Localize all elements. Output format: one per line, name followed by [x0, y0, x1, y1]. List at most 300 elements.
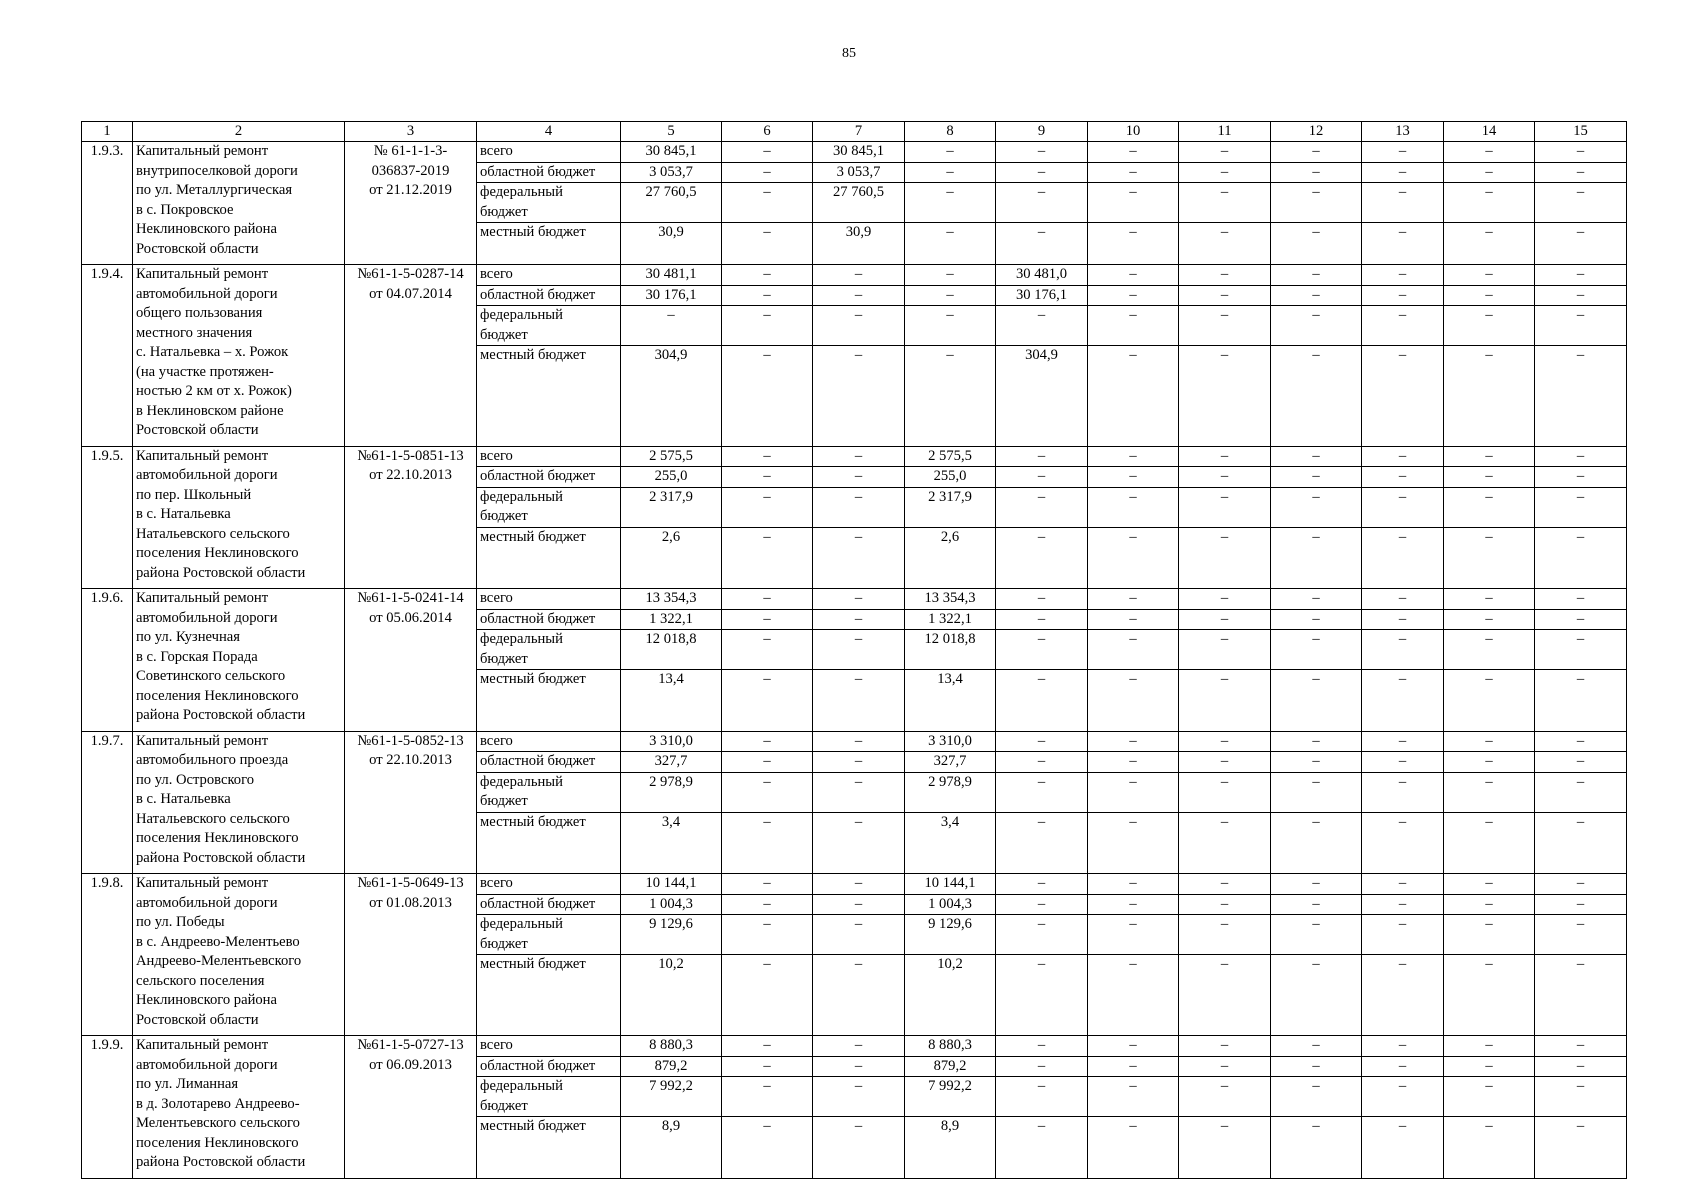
column-number: 8: [905, 122, 996, 142]
text-line: автомобильной дороги: [136, 894, 278, 911]
amount-cell: –: [996, 1056, 1088, 1077]
amount-cell: –: [1271, 609, 1362, 630]
text-line: в Неклиновском районе: [136, 402, 284, 419]
text-line: от 04.07.2014: [369, 285, 452, 302]
funding-source: [477, 589, 621, 610]
amount-cell: –: [1179, 285, 1271, 306]
amount-cell: –: [1535, 670, 1627, 732]
text-line: в с. Натальевка: [136, 791, 231, 807]
text-line: бюджет: [480, 793, 528, 809]
amount-cell: –: [1271, 915, 1362, 955]
amount-cell: –: [1271, 527, 1362, 589]
amount-cell: –: [1535, 487, 1627, 527]
text-line: района Ростовской области: [136, 707, 306, 723]
document-reference: [345, 446, 477, 589]
amount-cell: –: [1535, 812, 1627, 874]
text-line: № 61-1-1-3-: [373, 143, 448, 159]
amount-cell: –: [1088, 142, 1179, 163]
amount-cell: –: [1362, 487, 1444, 527]
amount-cell: –: [1088, 812, 1179, 874]
amount-cell: 8,9: [621, 1117, 722, 1179]
amount-cell: –: [722, 142, 813, 163]
amount-cell: –: [1271, 1077, 1362, 1117]
amount-cell: 12 018,8: [905, 630, 996, 670]
text-line: в с. Горская Порада: [136, 648, 258, 665]
funding-source: [477, 874, 621, 895]
amount-cell: 30 176,1: [621, 285, 722, 306]
amount-cell: –: [722, 731, 813, 752]
amount-cell: –: [1271, 731, 1362, 752]
item-number: 1.9.9.: [82, 1036, 133, 1179]
amount-cell: –: [1535, 527, 1627, 589]
amount-cell: 9 129,6: [905, 915, 996, 955]
text-line: №61-1-5-0727-13: [357, 1037, 464, 1053]
amount-cell: –: [996, 1117, 1088, 1179]
amount-cell: –: [1088, 630, 1179, 670]
amount-cell: –: [722, 162, 813, 183]
amount-cell: –: [1362, 223, 1444, 265]
amount-cell: –: [722, 752, 813, 773]
amount-cell: –: [813, 670, 905, 732]
funding-source: [477, 446, 621, 467]
amount-cell: –: [1088, 265, 1179, 286]
text-line: по ул. Лиманная: [136, 1076, 239, 1092]
funding-source: [477, 285, 621, 306]
amount-cell: –: [1444, 812, 1535, 874]
table-row: [82, 265, 1627, 286]
text-line: Неклиновского района: [136, 992, 277, 1008]
amount-cell: –: [1362, 306, 1444, 346]
amount-cell: –: [996, 609, 1088, 630]
amount-cell: 2 575,5: [905, 446, 996, 467]
amount-cell: –: [621, 306, 722, 346]
amount-cell: 30 481,1: [621, 265, 722, 286]
amount-cell: –: [1179, 223, 1271, 265]
item-number: 1.9.7.: [82, 731, 133, 874]
text-line: федеральный: [480, 184, 563, 200]
amount-cell: –: [1535, 306, 1627, 346]
text-line: района Ростовской области: [136, 849, 306, 866]
text-line: Мелентьевского сельского: [136, 1115, 300, 1131]
column-number-row: [82, 122, 1627, 142]
amount-cell: 7 992,2: [905, 1077, 996, 1117]
column-number: 10: [1088, 122, 1179, 142]
text-line: Ростовской области: [136, 422, 259, 438]
text-line: от 06.09.2013: [369, 1056, 452, 1073]
amount-cell: –: [1444, 955, 1535, 1036]
amount-cell: 3,4: [621, 812, 722, 874]
text-line: от 01.08.2013: [369, 894, 452, 911]
amount-cell: 13 354,3: [621, 589, 722, 610]
funding-source: [477, 812, 621, 874]
amount-cell: –: [1535, 589, 1627, 610]
amount-cell: –: [1362, 183, 1444, 223]
amount-cell: –: [722, 1036, 813, 1057]
item-number: 1.9.4.: [82, 265, 133, 447]
funding-source: [477, 670, 621, 732]
amount-cell: –: [996, 670, 1088, 732]
amount-cell: –: [1362, 346, 1444, 447]
amount-cell: –: [1088, 183, 1179, 223]
amount-cell: 8 880,3: [621, 1036, 722, 1057]
amount-cell: –: [1362, 589, 1444, 610]
text-line: Капитальный ремонт: [136, 875, 269, 891]
text-line: областной бюджет: [480, 610, 596, 627]
amount-cell: –: [1088, 467, 1179, 488]
amount-cell: –: [996, 306, 1088, 346]
document-reference: [345, 1036, 477, 1179]
amount-cell: –: [1271, 265, 1362, 286]
amount-cell: –: [1179, 670, 1271, 732]
amount-cell: –: [1088, 162, 1179, 183]
amount-cell: –: [1271, 1117, 1362, 1179]
column-number: 14: [1444, 122, 1535, 142]
amount-cell: –: [1444, 527, 1535, 589]
amount-cell: –: [1179, 1117, 1271, 1179]
amount-cell: –: [1444, 223, 1535, 265]
amount-cell: –: [813, 527, 905, 589]
amount-cell: 30 845,1: [621, 142, 722, 163]
amount-cell: –: [996, 731, 1088, 752]
amount-cell: –: [722, 1056, 813, 1077]
amount-cell: –: [722, 670, 813, 732]
budget-table: [81, 121, 1627, 1179]
text-line: местный бюджет: [480, 224, 586, 240]
text-line: автомобильной дороги: [136, 609, 278, 626]
amount-cell: –: [1179, 915, 1271, 955]
amount-cell: –: [1088, 772, 1179, 812]
text-line: всего: [480, 590, 513, 606]
amount-cell: –: [813, 772, 905, 812]
amount-cell: –: [1271, 446, 1362, 467]
amount-cell: –: [1535, 265, 1627, 286]
amount-cell: –: [1088, 346, 1179, 447]
amount-cell: –: [1362, 812, 1444, 874]
amount-cell: –: [1271, 467, 1362, 488]
amount-cell: –: [1271, 874, 1362, 895]
funding-source: [477, 467, 621, 488]
amount-cell: –: [1179, 183, 1271, 223]
amount-cell: 30,9: [621, 223, 722, 265]
text-line: федеральный: [480, 631, 563, 647]
amount-cell: –: [1179, 306, 1271, 346]
text-line: местный бюджет: [480, 347, 586, 363]
amount-cell: –: [813, 265, 905, 286]
amount-cell: 3 310,0: [905, 731, 996, 752]
text-line: Андреево-Мелентьевского: [136, 953, 302, 969]
amount-cell: 3 310,0: [621, 731, 722, 752]
text-line: бюджет: [480, 508, 528, 524]
amount-cell: –: [1444, 1117, 1535, 1179]
amount-cell: –: [813, 731, 905, 752]
amount-cell: –: [1444, 894, 1535, 915]
text-line: областной бюджет: [480, 468, 596, 484]
amount-cell: –: [1179, 1036, 1271, 1057]
text-line: внутрипоселковой дороги: [136, 162, 298, 179]
amount-cell: 3 053,7: [621, 162, 722, 183]
object-name: [133, 265, 345, 447]
text-line: Капитальный ремонт: [136, 1037, 269, 1053]
amount-cell: –: [813, 1077, 905, 1117]
column-number: 7: [813, 122, 905, 142]
text-line: по ул. Победы: [136, 914, 225, 930]
amount-cell: 1 322,1: [621, 609, 722, 630]
amount-cell: –: [1362, 874, 1444, 895]
text-line: №61-1-5-0851-13: [357, 447, 464, 464]
amount-cell: –: [722, 894, 813, 915]
amount-cell: –: [905, 306, 996, 346]
amount-cell: –: [1088, 670, 1179, 732]
table-row: [82, 1036, 1627, 1057]
text-line: района Ростовской области: [136, 564, 306, 581]
amount-cell: –: [1362, 670, 1444, 732]
amount-cell: –: [996, 467, 1088, 488]
amount-cell: –: [1444, 487, 1535, 527]
text-line: поселения Неклиновского: [136, 687, 299, 704]
document-reference: [345, 265, 477, 447]
amount-cell: 1 004,3: [905, 894, 996, 915]
text-line: (на участке протяжен-: [136, 363, 274, 380]
amount-cell: 327,7: [905, 752, 996, 773]
text-line: автомобильной дороги: [136, 1056, 278, 1073]
amount-cell: –: [1444, 346, 1535, 447]
text-line: поселения Неклиновского: [136, 830, 299, 846]
amount-cell: –: [996, 874, 1088, 895]
item-number: 1.9.8.: [82, 874, 133, 1036]
text-line: от 22.10.2013: [369, 752, 452, 768]
amount-cell: –: [996, 223, 1088, 265]
amount-cell: –: [1535, 183, 1627, 223]
amount-cell: 27 760,5: [621, 183, 722, 223]
amount-cell: –: [1535, 1077, 1627, 1117]
amount-cell: –: [1179, 467, 1271, 488]
amount-cell: –: [1179, 487, 1271, 527]
amount-cell: –: [1271, 183, 1362, 223]
amount-cell: –: [1444, 306, 1535, 346]
text-line: федеральный: [480, 773, 563, 790]
amount-cell: 879,2: [621, 1056, 722, 1077]
amount-cell: –: [1535, 285, 1627, 306]
text-line: по ул. Островского: [136, 771, 255, 788]
amount-cell: –: [1088, 955, 1179, 1036]
amount-cell: –: [1271, 162, 1362, 183]
text-line: общего пользования: [136, 305, 263, 321]
text-line: местный бюджет: [480, 1118, 586, 1134]
text-line: Капитальный ремонт: [136, 143, 269, 159]
amount-cell: –: [722, 183, 813, 223]
text-line: ностью 2 км от х. Рожок): [136, 383, 292, 399]
text-line: местный бюджет: [480, 528, 586, 545]
text-line: по ул. Металлургическая: [136, 182, 293, 198]
item-number: 1.9.6.: [82, 589, 133, 732]
amount-cell: –: [996, 1077, 1088, 1117]
funding-source: [477, 1036, 621, 1057]
text-line: областной бюджет: [480, 163, 596, 180]
amount-cell: 2 978,9: [621, 772, 722, 812]
amount-cell: –: [1535, 223, 1627, 265]
amount-cell: –: [1088, 1117, 1179, 1179]
amount-cell: –: [1362, 1036, 1444, 1057]
amount-cell: –: [905, 346, 996, 447]
text-line: федеральный: [480, 1078, 563, 1094]
amount-cell: –: [1535, 752, 1627, 773]
text-line: от 05.06.2014: [369, 609, 452, 626]
amount-cell: –: [1271, 812, 1362, 874]
amount-cell: 3,4: [905, 812, 996, 874]
text-line: федеральный: [480, 307, 563, 323]
text-line: поселения Неклиновского: [136, 1134, 299, 1151]
funding-source: [477, 752, 621, 773]
column-number: 3: [345, 122, 477, 142]
text-line: областной бюджет: [480, 895, 596, 912]
amount-cell: –: [813, 589, 905, 610]
text-line: от 22.10.2013: [369, 467, 452, 483]
amount-cell: –: [722, 223, 813, 265]
amount-cell: –: [905, 265, 996, 286]
text-line: бюджет: [480, 326, 528, 343]
amount-cell: –: [1088, 915, 1179, 955]
amount-cell: –: [1271, 223, 1362, 265]
amount-cell: –: [722, 915, 813, 955]
funding-source: [477, 731, 621, 752]
amount-cell: –: [1179, 874, 1271, 895]
amount-cell: –: [1088, 306, 1179, 346]
text-line: Натальевского сельского: [136, 525, 290, 542]
amount-cell: –: [813, 609, 905, 630]
amount-cell: –: [722, 955, 813, 1036]
amount-cell: –: [1444, 609, 1535, 630]
text-line: по пер. Школьный: [136, 486, 252, 503]
amount-cell: 30 845,1: [813, 142, 905, 163]
text-line: областной бюджет: [480, 753, 596, 769]
item-number: 1.9.5.: [82, 446, 133, 589]
amount-cell: –: [813, 1117, 905, 1179]
amount-cell: –: [722, 285, 813, 306]
amount-cell: –: [813, 894, 905, 915]
amount-cell: –: [1362, 1117, 1444, 1179]
amount-cell: –: [1444, 752, 1535, 773]
amount-cell: –: [1535, 630, 1627, 670]
amount-cell: –: [1179, 609, 1271, 630]
amount-cell: –: [1535, 915, 1627, 955]
amount-cell: –: [722, 346, 813, 447]
amount-cell: –: [1088, 1056, 1179, 1077]
amount-cell: –: [1271, 306, 1362, 346]
column-number: 9: [996, 122, 1088, 142]
column-number: 12: [1271, 122, 1362, 142]
amount-cell: –: [1535, 955, 1627, 1036]
amount-cell: 8 880,3: [905, 1036, 996, 1057]
column-number: 1: [82, 122, 133, 142]
amount-cell: –: [1179, 142, 1271, 163]
amount-cell: –: [1444, 265, 1535, 286]
object-name: [133, 589, 345, 732]
amount-cell: –: [813, 1056, 905, 1077]
amount-cell: –: [722, 812, 813, 874]
funding-source: [477, 265, 621, 286]
amount-cell: –: [1535, 609, 1627, 630]
funding-source: [477, 955, 621, 1036]
amount-cell: –: [1444, 1056, 1535, 1077]
amount-cell: –: [905, 142, 996, 163]
amount-cell: –: [1444, 446, 1535, 467]
amount-cell: –: [1088, 223, 1179, 265]
amount-cell: 2,6: [621, 527, 722, 589]
amount-cell: –: [1362, 446, 1444, 467]
amount-cell: –: [1444, 142, 1535, 163]
amount-cell: –: [1535, 772, 1627, 812]
document-reference: [345, 589, 477, 732]
funding-source: [477, 915, 621, 955]
amount-cell: –: [1362, 630, 1444, 670]
amount-cell: 13,4: [905, 670, 996, 732]
amount-cell: –: [1179, 162, 1271, 183]
amount-cell: 2 978,9: [905, 772, 996, 812]
text-line: областной бюджет: [480, 1057, 596, 1074]
funding-source: [477, 894, 621, 915]
text-line: бюджет: [480, 1097, 528, 1114]
amount-cell: –: [996, 812, 1088, 874]
text-line: с. Натальевка – х. Рожок: [136, 344, 289, 360]
amount-cell: –: [1362, 142, 1444, 163]
amount-cell: 9 129,6: [621, 915, 722, 955]
amount-cell: –: [813, 955, 905, 1036]
amount-cell: –: [722, 772, 813, 812]
amount-cell: 2 317,9: [621, 487, 722, 527]
amount-cell: –: [1179, 731, 1271, 752]
amount-cell: –: [1362, 527, 1444, 589]
amount-cell: 2 575,5: [621, 446, 722, 467]
text-line: района Ростовской области: [136, 1154, 306, 1170]
amount-cell: –: [1535, 162, 1627, 183]
amount-cell: –: [1362, 467, 1444, 488]
amount-cell: –: [1088, 487, 1179, 527]
text-line: №61-1-5-0852-13: [357, 732, 464, 749]
amount-cell: –: [722, 874, 813, 895]
amount-cell: 304,9: [621, 346, 722, 447]
item-number: 1.9.3.: [82, 142, 133, 265]
text-line: автомобильной дороги: [136, 467, 278, 483]
amount-cell: –: [1362, 915, 1444, 955]
amount-cell: –: [813, 630, 905, 670]
text-line: местный бюджет: [480, 956, 586, 972]
amount-cell: –: [1179, 589, 1271, 610]
amount-cell: –: [1088, 894, 1179, 915]
text-line: всего: [480, 266, 513, 282]
amount-cell: 327,7: [621, 752, 722, 773]
amount-cell: 3 053,7: [813, 162, 905, 183]
amount-cell: –: [1088, 731, 1179, 752]
object-name: [133, 142, 345, 265]
amount-cell: –: [996, 142, 1088, 163]
funding-source: [477, 223, 621, 265]
amount-cell: 7 992,2: [621, 1077, 722, 1117]
amount-cell: –: [996, 630, 1088, 670]
amount-cell: –: [722, 1077, 813, 1117]
table-row: [82, 446, 1627, 467]
text-line: №61-1-5-0241-14: [357, 590, 464, 606]
text-line: всего: [480, 447, 513, 464]
page-number: 85: [842, 46, 856, 61]
text-line: Натальевского сельского: [136, 810, 290, 827]
amount-cell: –: [996, 446, 1088, 467]
funding-source: [477, 306, 621, 346]
amount-cell: –: [1271, 285, 1362, 306]
column-number: 4: [477, 122, 621, 142]
amount-cell: –: [1088, 589, 1179, 610]
text-line: федеральный: [480, 488, 563, 505]
amount-cell: 8,9: [905, 1117, 996, 1179]
